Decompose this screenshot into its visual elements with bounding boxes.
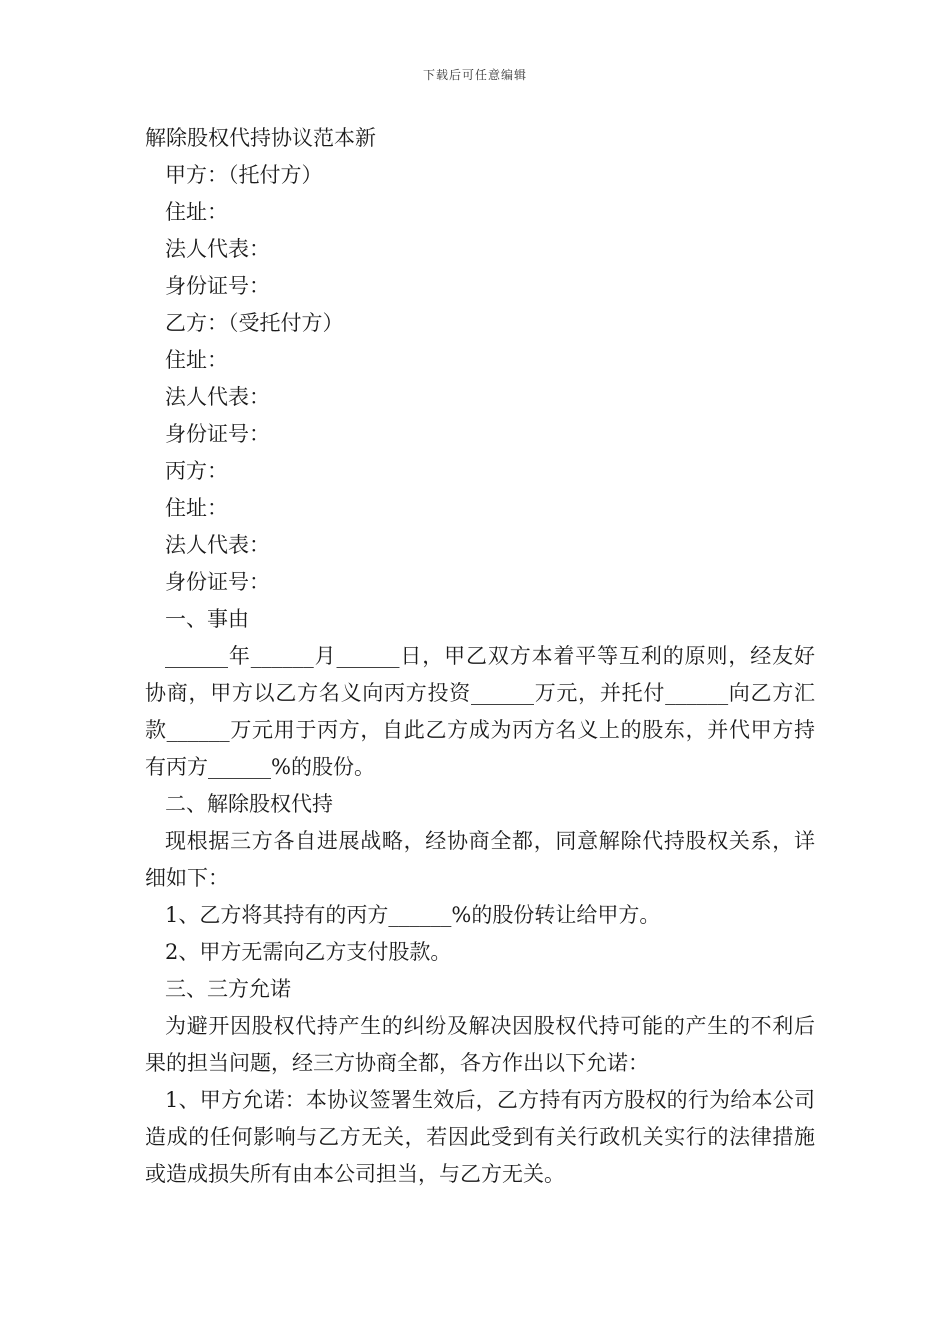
party-c-id-number: 身份证号： — [165, 570, 270, 594]
party-b-address: 住址： — [165, 348, 228, 372]
section2-heading: 二、解除股权代持 — [165, 792, 333, 816]
party-c-label: 丙方： — [165, 459, 228, 483]
section3-intro: 为避开因股权代持产生的纠纷及解决因股权代持可能的产生的不利后果的担当问题，经三方协商全都，各方作出以下允诺： — [145, 1014, 815, 1075]
party-b-id-number: 身份证号： — [165, 422, 270, 446]
section2-item1: 1、乙方将其持有的丙方______%的股份转让给甲方。 — [165, 903, 661, 927]
party-c-address: 住址： — [165, 496, 228, 520]
document-body — [145, 120, 815, 1193]
section1-text: ______年______月______日，甲乙双方本着平等互利的原则，经友好协商，甲方以乙方名义向丙方投资______万元，并托付______向乙方汇款______万元用于丙方，自此乙方成为丙方名义上的股东，并代甲方持有丙方______%的股份。 — [145, 644, 815, 779]
party-a-id-number: 身份证号： — [165, 274, 270, 298]
section2-intro: 现根据三方各自进展战略，经协商全都，同意解除代持股权关系，详细如下： — [145, 829, 815, 890]
party-b-legal-rep: 法人代表： — [165, 385, 270, 409]
section2-item2: 2、甲方无需向乙方支付股款。 — [165, 940, 452, 964]
party-b-label: 乙方：（受托付方） — [165, 311, 344, 335]
header-note: 下载后可任意编辑 — [422, 68, 527, 82]
section1-heading: 一、事由 — [165, 607, 249, 631]
party-a-address: 住址： — [165, 200, 228, 224]
section3-item1: 1、甲方允诺：本协议签署生效后，乙方持有丙方股权的行为给本公司造成的任何影响与乙方无关，若因此受到有关行政机关实行的法律措施或造成损失所有由本公司担当，与乙方无关。 — [145, 1088, 815, 1186]
party-a-label: 甲方：（托付方） — [165, 163, 323, 187]
section3-heading: 三、三方允诺 — [165, 977, 291, 1001]
party-c-legal-rep: 法人代表： — [165, 533, 270, 557]
document-title: 解除股权代持协议范本新 — [145, 126, 376, 150]
party-a-legal-rep: 法人代表： — [165, 237, 270, 261]
